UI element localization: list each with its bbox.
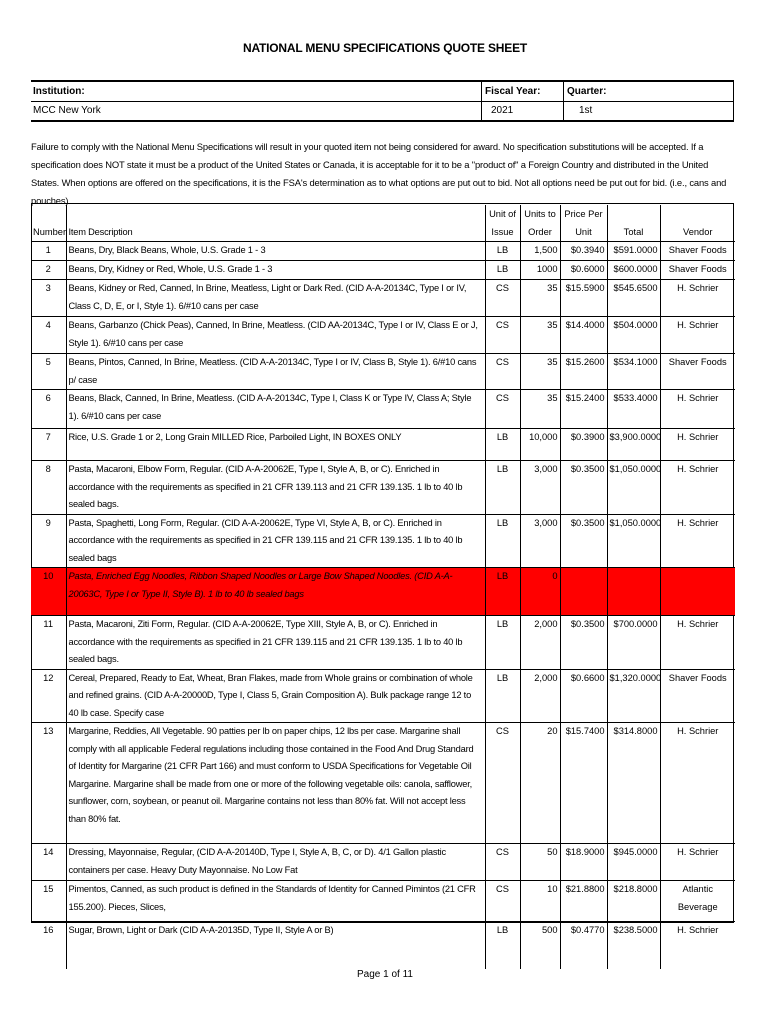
item-number: 12 [31, 669, 66, 723]
item-vendor: Shaver Foods [668, 245, 727, 255]
item-vendor: H. Schrier [677, 320, 719, 330]
item-price-per-unit: $14.4000 [560, 317, 607, 354]
item-price-per-unit: $15.2400 [560, 390, 607, 429]
item-units-to-order: 50 [520, 844, 560, 881]
item-number: 13 [31, 723, 66, 844]
table-row [31, 881, 735, 922]
item-price-per-unit: $21.8800 [560, 881, 607, 922]
page-number: Page 1 of 11 [357, 969, 413, 980]
item-units-to-order: 35 [520, 280, 560, 317]
item-price-per-unit: $18.9000 [560, 844, 607, 881]
item-description: Margarine, Reddies, All Vegetable. 90 patties per lb on paper chips, 12 lbs per case. Margarine shall comply with all applicable Federal regulations including those contained in the Food And Drug Standard of Identity for Margarine (21 CFR Part 166) and must conform to USDA Specifications for Vegetable Oil Margarine. Margarine shall be made from one or more of the following vegetable oils: canola, safflower, sunflower, corn, soybean, or peanut oil. Margarine contains not less than 80% fat. Will not accept less than 80% fat. [66, 723, 485, 844]
item-number: 15 [31, 881, 66, 922]
page-title: NATIONAL MENU SPECIFICATIONS QUOTE SHEET [242, 41, 527, 55]
header-vline [481, 82, 482, 122]
col-header-units-to-order: Units to Order [520, 205, 560, 242]
item-description: Rice, U.S. Grade 1 or 2, Long Grain MILLED Rice, Parboiled Light, IN BOXES ONLY [66, 429, 485, 461]
item-price-per-unit: $15.5900 [560, 280, 607, 317]
col-header-vendor: Vendor [660, 205, 735, 242]
item-units-to-order: 20 [520, 723, 560, 844]
item-description: Beans, Pintos, Canned, In Brine, Meatless. (CID A-A-20134C, Type I or IV, Class B, Style 1). 6/#10 cans p/ case [66, 354, 485, 390]
item-total: $1,050.0000 [607, 461, 660, 515]
item-number: 11 [31, 616, 66, 670]
header-box [31, 80, 734, 122]
item-units-to-order: 10 [520, 881, 560, 922]
item-price-per-unit [560, 568, 607, 616]
item-unit-of-issue: LB [485, 261, 520, 280]
item-description: Pasta, Enriched Egg Noodles, Ribbon Shaped Noodles or Large Bow Shaped Noodles. (CID A-A-20063C, Type I or Type II, Style B). 1 lb to 40 lb sealed bags [66, 568, 485, 616]
item-description: Dressing, Mayonnaise, Regular, (CID A-A-20140D, Type I, Style A, B, C, or D). 4/1 Gallon plastic containers per case. Heavy Duty Mayonnaise. No Low Fat [66, 844, 485, 881]
item-description: Cereal, Prepared, Ready to Eat, Wheat, Bran Flakes, made from Whole grains or combination of whole and refined grains. (CID A-A-20000D, Type I, Class 5, Grain Composition A). Bulk package range 12 to 40 lb case. Specify case [66, 669, 485, 723]
item-total: $314.8000 [607, 723, 660, 844]
quarter-label: Quarter: [567, 86, 607, 97]
item-unit-of-issue: LB [485, 461, 520, 515]
item-total: $533.4000 [607, 390, 660, 429]
table-row [31, 844, 735, 881]
item-units-to-order: 3,000 [520, 461, 560, 515]
item-number: 2 [31, 261, 66, 280]
item-unit-of-issue: CS [485, 317, 520, 354]
item-units-to-order: 3,000 [520, 514, 560, 568]
item-total: $600.0000 [607, 261, 660, 280]
item-number: 8 [31, 461, 66, 515]
item-vendor: H. Schrier [677, 393, 719, 403]
item-vendor: Atlantic Beverage [677, 884, 718, 912]
col-header-unit-of-issue: Unit of Issue [485, 205, 520, 242]
item-units-to-order: 35 [520, 317, 560, 354]
item-unit-of-issue: LB [485, 514, 520, 568]
item-total: $545.6500 [607, 280, 660, 317]
item-description: Pasta, Macaroni, Elbow Form, Regular. (CID A-A-20062E, Type I, Style A, B, or C). Enriched in accordance with the requirements as specified in 21 CFR 139.113 and 21 CFR 139.135. 1 lb to 40 lb sealed bags. [66, 461, 485, 515]
item-number: 3 [31, 280, 66, 317]
table-row [31, 354, 735, 390]
item-total: $504.0000 [607, 317, 660, 354]
item-description: Beans, Black, Canned, In Brine, Meatless. (CID A-A-20134C, Type I, Class K or Type IV, Class A; Style 1). 6/#10 cans per case [66, 390, 485, 429]
items-table [31, 205, 735, 969]
col-header-total: Total [607, 205, 660, 242]
item-vendor: Shaver Foods [668, 357, 727, 367]
item-number: 16 [31, 922, 66, 970]
item-total: $238.5000 [607, 922, 660, 970]
item-total: $534.1000 [607, 354, 660, 390]
item-total [607, 568, 660, 616]
item-unit-of-issue: CS [485, 723, 520, 844]
item-total: $945.0000 [607, 844, 660, 881]
item-description: Beans, Garbanzo (Chick Peas), Canned, In Brine, Meatless. (CID AA-20134C, Type I or IV, Class E or J, Style 1). 6/#10 cans per case [66, 317, 485, 354]
item-description: Beans, Dry, Kidney or Red, Whole, U.S. Grade 1 - 3 [66, 261, 485, 280]
item-number: 1 [31, 242, 66, 261]
item-price-per-unit: $0.3500 [560, 514, 607, 568]
compliance-notice: Failure to comply with the National Menu Specifications will result in your quoted item not being considered for award. No specification substitutions will be accepted. If a specification does NOT state it must be a product of the United States or Canada, it is acceptable for it to be a "product of" a Foreign Country and distributed in the United States. When options are offered on the specifications, it is the FSA's determination as to what options are put out to bid. Not all options need be put out for bid. (i.e., cans and pouches) [31, 141, 727, 206]
item-price-per-unit: $0.3500 [560, 461, 607, 515]
table-row [31, 390, 735, 429]
item-unit-of-issue: CS [485, 354, 520, 390]
item-number: 10 [31, 568, 66, 616]
item-total: $700.0000 [607, 616, 660, 670]
item-description: Sugar, Brown, Light or Dark (CID A-A-20135D, Type II, Style A or B) [66, 922, 485, 970]
item-unit-of-issue: LB [485, 616, 520, 670]
item-unit-of-issue: LB [485, 429, 520, 461]
item-units-to-order: 500 [520, 922, 560, 970]
table-row [31, 317, 735, 354]
item-units-to-order: 1000 [520, 261, 560, 280]
item-price-per-unit: $0.4770 [560, 922, 607, 970]
table-row [31, 616, 735, 670]
item-description: Pasta, Spaghetti, Long Form, Regular. (CID A-A-20062E, Type VI, Style A, B, or C). Enriched in accordance with the requirements as specified in 21 CFR 139.115 and 21 CFR 139.135. 1 lb to 40 lb sealed bags [66, 514, 485, 568]
item-vendor: H. Schrier [677, 847, 719, 857]
table-row [31, 669, 735, 723]
table-header-row [31, 205, 735, 242]
item-unit-of-issue: LB [485, 242, 520, 261]
item-price-per-unit: $0.6000 [560, 261, 607, 280]
institution-value: MCC New York [33, 105, 101, 116]
item-number: 7 [31, 429, 66, 461]
table-row [31, 723, 735, 844]
item-units-to-order: 2,000 [520, 616, 560, 670]
table-row [31, 261, 735, 280]
table-row [31, 280, 735, 317]
item-unit-of-issue: LB [485, 669, 520, 723]
item-vendor: H. Schrier [677, 283, 719, 293]
item-description: Pasta, Macaroni, Ziti Form, Regular. (CID A-A-20062E, Type XIII, Style A, B, or C). Enriched in accordance with the requirements as specified in 21 CFR 139.115 and 21 CFR 139.135. 1 lb to 40 lb sealed bags. [66, 616, 485, 670]
item-description: Beans, Dry, Black Beans, Whole, U.S. Grade 1 - 3 [66, 242, 485, 261]
item-unit-of-issue: CS [485, 390, 520, 429]
header-bottom-border [31, 120, 734, 122]
item-number: 14 [31, 844, 66, 881]
item-units-to-order: 35 [520, 354, 560, 390]
item-vendor: H. Schrier [677, 619, 719, 629]
col-header-price-per-unit: Price Per Unit [560, 205, 607, 242]
item-number: 9 [31, 514, 66, 568]
item-vendor: Shaver Foods [668, 672, 727, 683]
item-description: Pimentos, Canned, as such product is defined in the Standards of Identity for Canned Pimintos (21 CFR 155.200). Pieces, Slices, [66, 881, 485, 922]
item-price-per-unit: $15.7400 [560, 723, 607, 844]
header-vline [733, 82, 734, 122]
table-row [31, 568, 735, 616]
item-price-per-unit: $0.3940 [560, 242, 607, 261]
item-units-to-order: 10,000 [520, 429, 560, 461]
item-number: 6 [31, 390, 66, 429]
item-price-per-unit: $0.3900 [560, 429, 607, 461]
item-number: 5 [31, 354, 66, 390]
item-units-to-order: 1,500 [520, 242, 560, 261]
col-header-description: Item Description [66, 205, 485, 242]
fiscal-year-value: 2021 [491, 105, 514, 116]
header-vline [563, 82, 564, 122]
item-vendor: H. Schrier [677, 925, 719, 935]
item-vendor [660, 568, 735, 616]
item-description: Beans, Kidney or Red, Canned, In Brine, Meatless, Light or Dark Red. (CID A-A-20134C, Type I or IV, Class C, D, E, or I, Style 1). 6/#10 cans per case [66, 280, 485, 317]
table-row [31, 514, 735, 568]
header-divider [31, 101, 734, 102]
col-header-number: Number [31, 205, 66, 242]
item-unit-of-issue: CS [485, 844, 520, 881]
fiscal-year-label: Fiscal Year: [485, 86, 541, 97]
item-units-to-order: 0 [520, 568, 560, 616]
item-price-per-unit: $0.6600 [560, 669, 607, 723]
item-number: 4 [31, 317, 66, 354]
item-vendor: H. Schrier [677, 464, 719, 474]
table-row [31, 242, 735, 261]
item-total: $1,320.0000 [607, 669, 660, 723]
item-vendor: Shaver Foods [668, 264, 727, 274]
item-vendor: H. Schrier [677, 432, 719, 442]
items-table-body [31, 242, 735, 970]
table-row [31, 429, 735, 461]
item-total: $1,050.0000 [607, 514, 660, 568]
item-total: $218.8000 [607, 881, 660, 922]
item-units-to-order: 2,000 [520, 669, 560, 723]
item-unit-of-issue: LB [485, 568, 520, 616]
item-vendor: H. Schrier [677, 726, 719, 736]
item-unit-of-issue: LB [485, 922, 520, 970]
institution-label: Institution: [33, 86, 85, 97]
item-total: $591.0000 [607, 242, 660, 261]
quarter-value: 1st [579, 105, 593, 116]
item-unit-of-issue: CS [485, 280, 520, 317]
item-vendor: H. Schrier [677, 517, 719, 528]
item-unit-of-issue: CS [485, 881, 520, 922]
item-total: $3,900.0000 [607, 429, 660, 461]
table-row [31, 461, 735, 515]
item-units-to-order: 35 [520, 390, 560, 429]
item-price-per-unit: $15.2600 [560, 354, 607, 390]
item-price-per-unit: $0.3500 [560, 616, 607, 670]
table-row [31, 922, 735, 970]
